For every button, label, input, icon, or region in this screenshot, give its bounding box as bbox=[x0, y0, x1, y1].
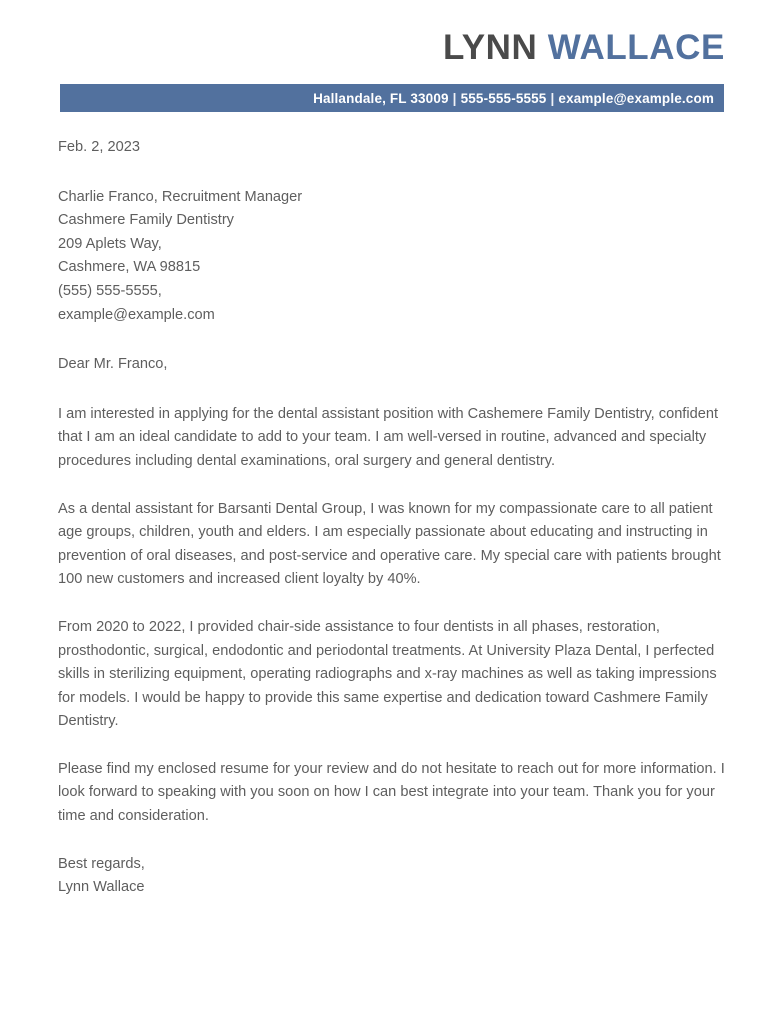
letter-salutation: Dear Mr. Franco, bbox=[58, 356, 168, 373]
recipient-line: 209 Aplets Way, bbox=[58, 235, 162, 252]
recipient-line: Charlie Franco, Recruitment Manager bbox=[58, 188, 303, 205]
applicant-first-name: LYNN bbox=[442, 28, 538, 67]
contact-band bbox=[60, 84, 724, 112]
letter-paragraph: I am interested in applying for the dental assistant position with Cashemere Family Dentistry, confident that I am an ideal candidate to add to your team. I am well-versed in routine, advanced and specialty procedures including dental examinations, oral surgery and general dentistry. bbox=[58, 405, 719, 469]
contact-email: example@example.com bbox=[558, 90, 714, 106]
recipient-line: Cashmere, WA 98815 bbox=[58, 259, 201, 276]
recipient-line: (555) 555-5555, bbox=[58, 282, 162, 299]
applicant-name bbox=[443, 28, 725, 67]
applicant-last-name: WALLACE bbox=[547, 28, 725, 67]
letter-paragraph: As a dental assistant for Barsanti Dental Group, I was known for my compassionate care to all patient age groups, children, youth and elders. I am especially passionate about educating and instructing in prevention of oral diseases, and post-service and operative care. My special care with patients brought 100 new customers and increased client loyalty by 40%. bbox=[58, 500, 721, 588]
letter-paragraph: From 2020 to 2022, I provided chair-side assistance to four dentists in all phases, restoration, prosthodontic, surgical, endodontic and periodontal treatments. At University Plaza Dental, I perfected skills in sterilizing equipment, operating radiographs and x-ray machines as well as taking impressions for models. I would be happy to provide this same expertise and dedication toward Cashmere Family Dentistry. bbox=[58, 618, 717, 730]
contact-phone: 555-555-5555 bbox=[460, 90, 547, 106]
recipient-line: example@example.com bbox=[58, 306, 215, 323]
letter-body bbox=[58, 136, 726, 900]
letter-closing bbox=[58, 853, 726, 900]
applicant-name-row bbox=[0, 0, 784, 65]
signature-name: Lynn Wallace bbox=[58, 879, 145, 896]
contact-location: Hallandale, FL 33009 bbox=[313, 90, 449, 106]
closing-phrase: Best regards, bbox=[58, 855, 145, 872]
letterhead bbox=[0, 0, 784, 106]
letter-paragraph: Please find my enclosed resume for your review and do not hesitate to reach out for more information. I look forward to speaking with you soon on how I can best integrate into your team. Thank you for your time and consideration. bbox=[58, 760, 725, 825]
letter-date: Feb. 2, 2023 bbox=[58, 139, 140, 155]
recipient-line: Cashmere Family Dentistry bbox=[58, 212, 234, 229]
recipient-address-block bbox=[58, 186, 726, 328]
contact-separator-2: | bbox=[550, 90, 555, 106]
contact-separator-1: | bbox=[452, 90, 457, 106]
contact-line bbox=[313, 91, 714, 106]
